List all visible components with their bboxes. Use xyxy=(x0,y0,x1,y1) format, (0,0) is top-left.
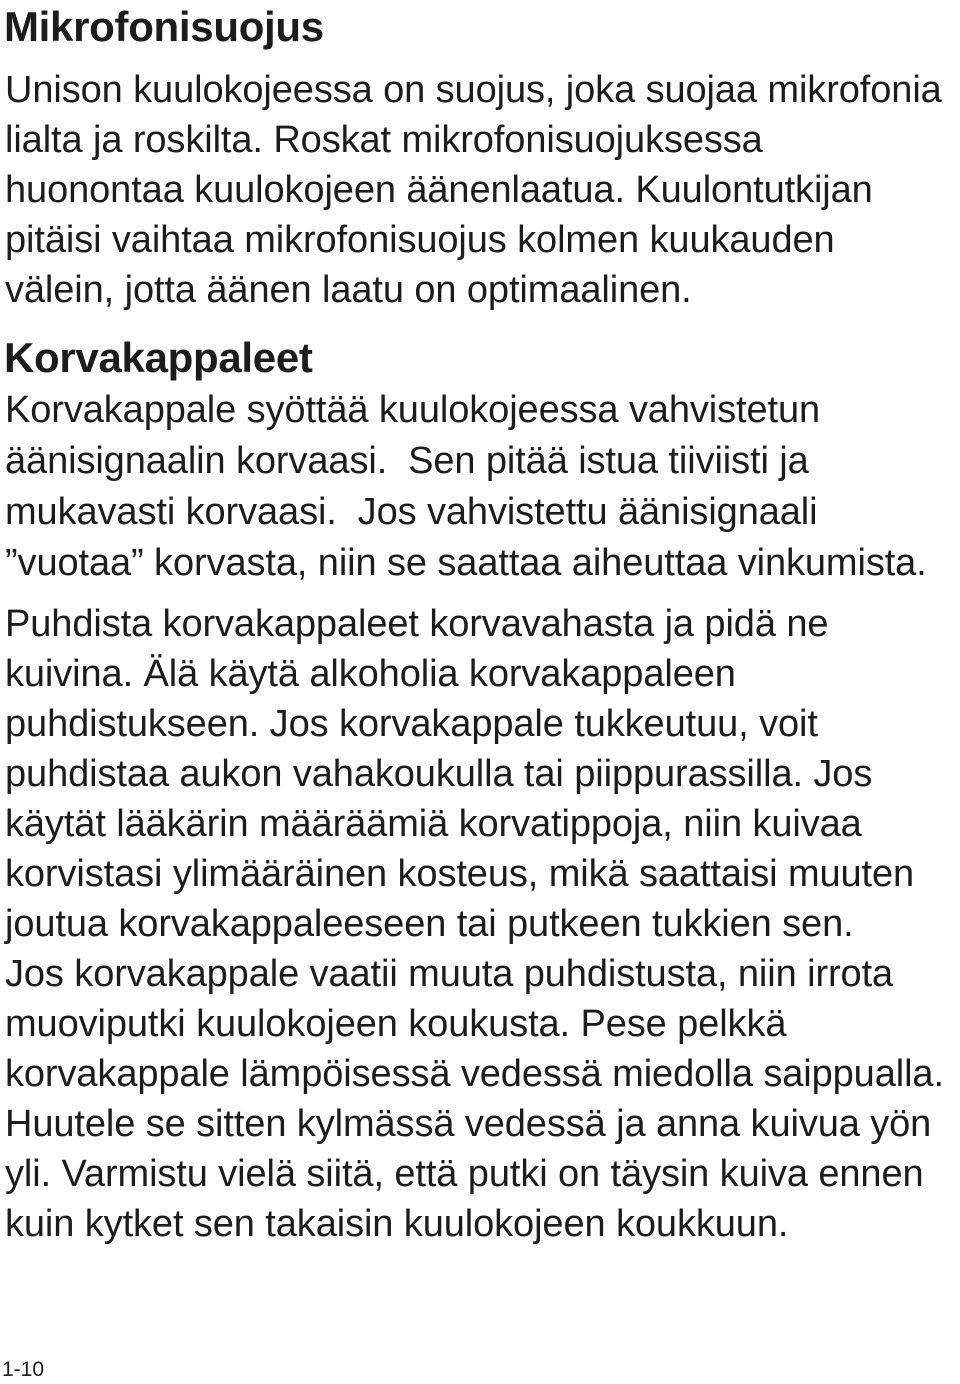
text-line: ”vuotaa” korvasta, niin se saattaa aiheuttaa vinkumista. xyxy=(5,542,927,584)
text-line: huonontaa kuulokojeen äänenlaatua. Kuulontutkijan xyxy=(5,169,873,211)
text-line: yli. Varmistu vielä siitä, että putki on täysin kuiva ennen xyxy=(5,1153,924,1195)
text-line: kuivina. Älä käytä alkoholia korvakappaleen xyxy=(5,653,736,695)
text-line: Korvakappale syöttää kuulokojeessa vahvistetun xyxy=(5,389,821,431)
text-line: lialta ja roskilta. Roskat mikrofonisuojuksessa xyxy=(5,119,763,161)
text-line: käytät lääkärin määräämiä korvatippoja, niin kuivaa xyxy=(5,803,862,845)
text-line: Jos korvakappale vaatii muuta puhdistusta, niin irrota xyxy=(5,953,894,995)
section-heading-korvakappaleet: Korvakappaleet xyxy=(4,334,313,381)
paragraph-microphone-cover xyxy=(5,65,942,315)
text-line: Unison kuulokojeessa on suojus, joka suojaa mikrofonia xyxy=(5,69,942,111)
paragraph-earpiece-intro xyxy=(5,385,927,589)
text-line: korvakappale lämpöisessä vedessä miedolla saippualla. xyxy=(5,1053,944,1095)
text-line: puhdistukseen. Jos korvakappale tukkeutuu, voit xyxy=(5,703,818,745)
text-line: joutua korvakappaleeseen tai putkeen tukkien sen. xyxy=(5,903,854,945)
paragraph-earpiece-cleaning xyxy=(5,599,944,1249)
text-line: välein, jotta äänen laatu on optimaalinen. xyxy=(5,269,692,311)
text-line: kuin kytket sen takaisin kuulokojeen koukkuun. xyxy=(5,1203,789,1245)
page-number: 1-10 xyxy=(2,1358,45,1381)
section-heading-mikrofonisuojus: Mikrofonisuojus xyxy=(4,3,324,50)
text-line: mukavasti korvaasi. Jos vahvistettu äänisignaali xyxy=(5,491,818,533)
text-line: puhdistaa aukon vahakoukulla tai piippurassilla. Jos xyxy=(5,753,873,795)
text-line: Puhdista korvakappaleet korvavahasta ja pidä ne xyxy=(5,603,829,645)
text-line: muoviputki kuulokojeen koukusta. Pese pelkkä xyxy=(5,1003,787,1045)
text-line: äänisignaalin korvaasi. Sen pitää istua tiiviisti ja xyxy=(5,440,809,482)
text-line: pitäisi vaihtaa mikrofonisuojus kolmen kuukauden xyxy=(5,219,835,261)
text-line: korvistasi ylimääräinen kosteus, mikä saattaisi muuten xyxy=(5,853,915,895)
text-line: Huutele se sitten kylmässä vedessä ja anna kuivua yön xyxy=(5,1103,932,1145)
